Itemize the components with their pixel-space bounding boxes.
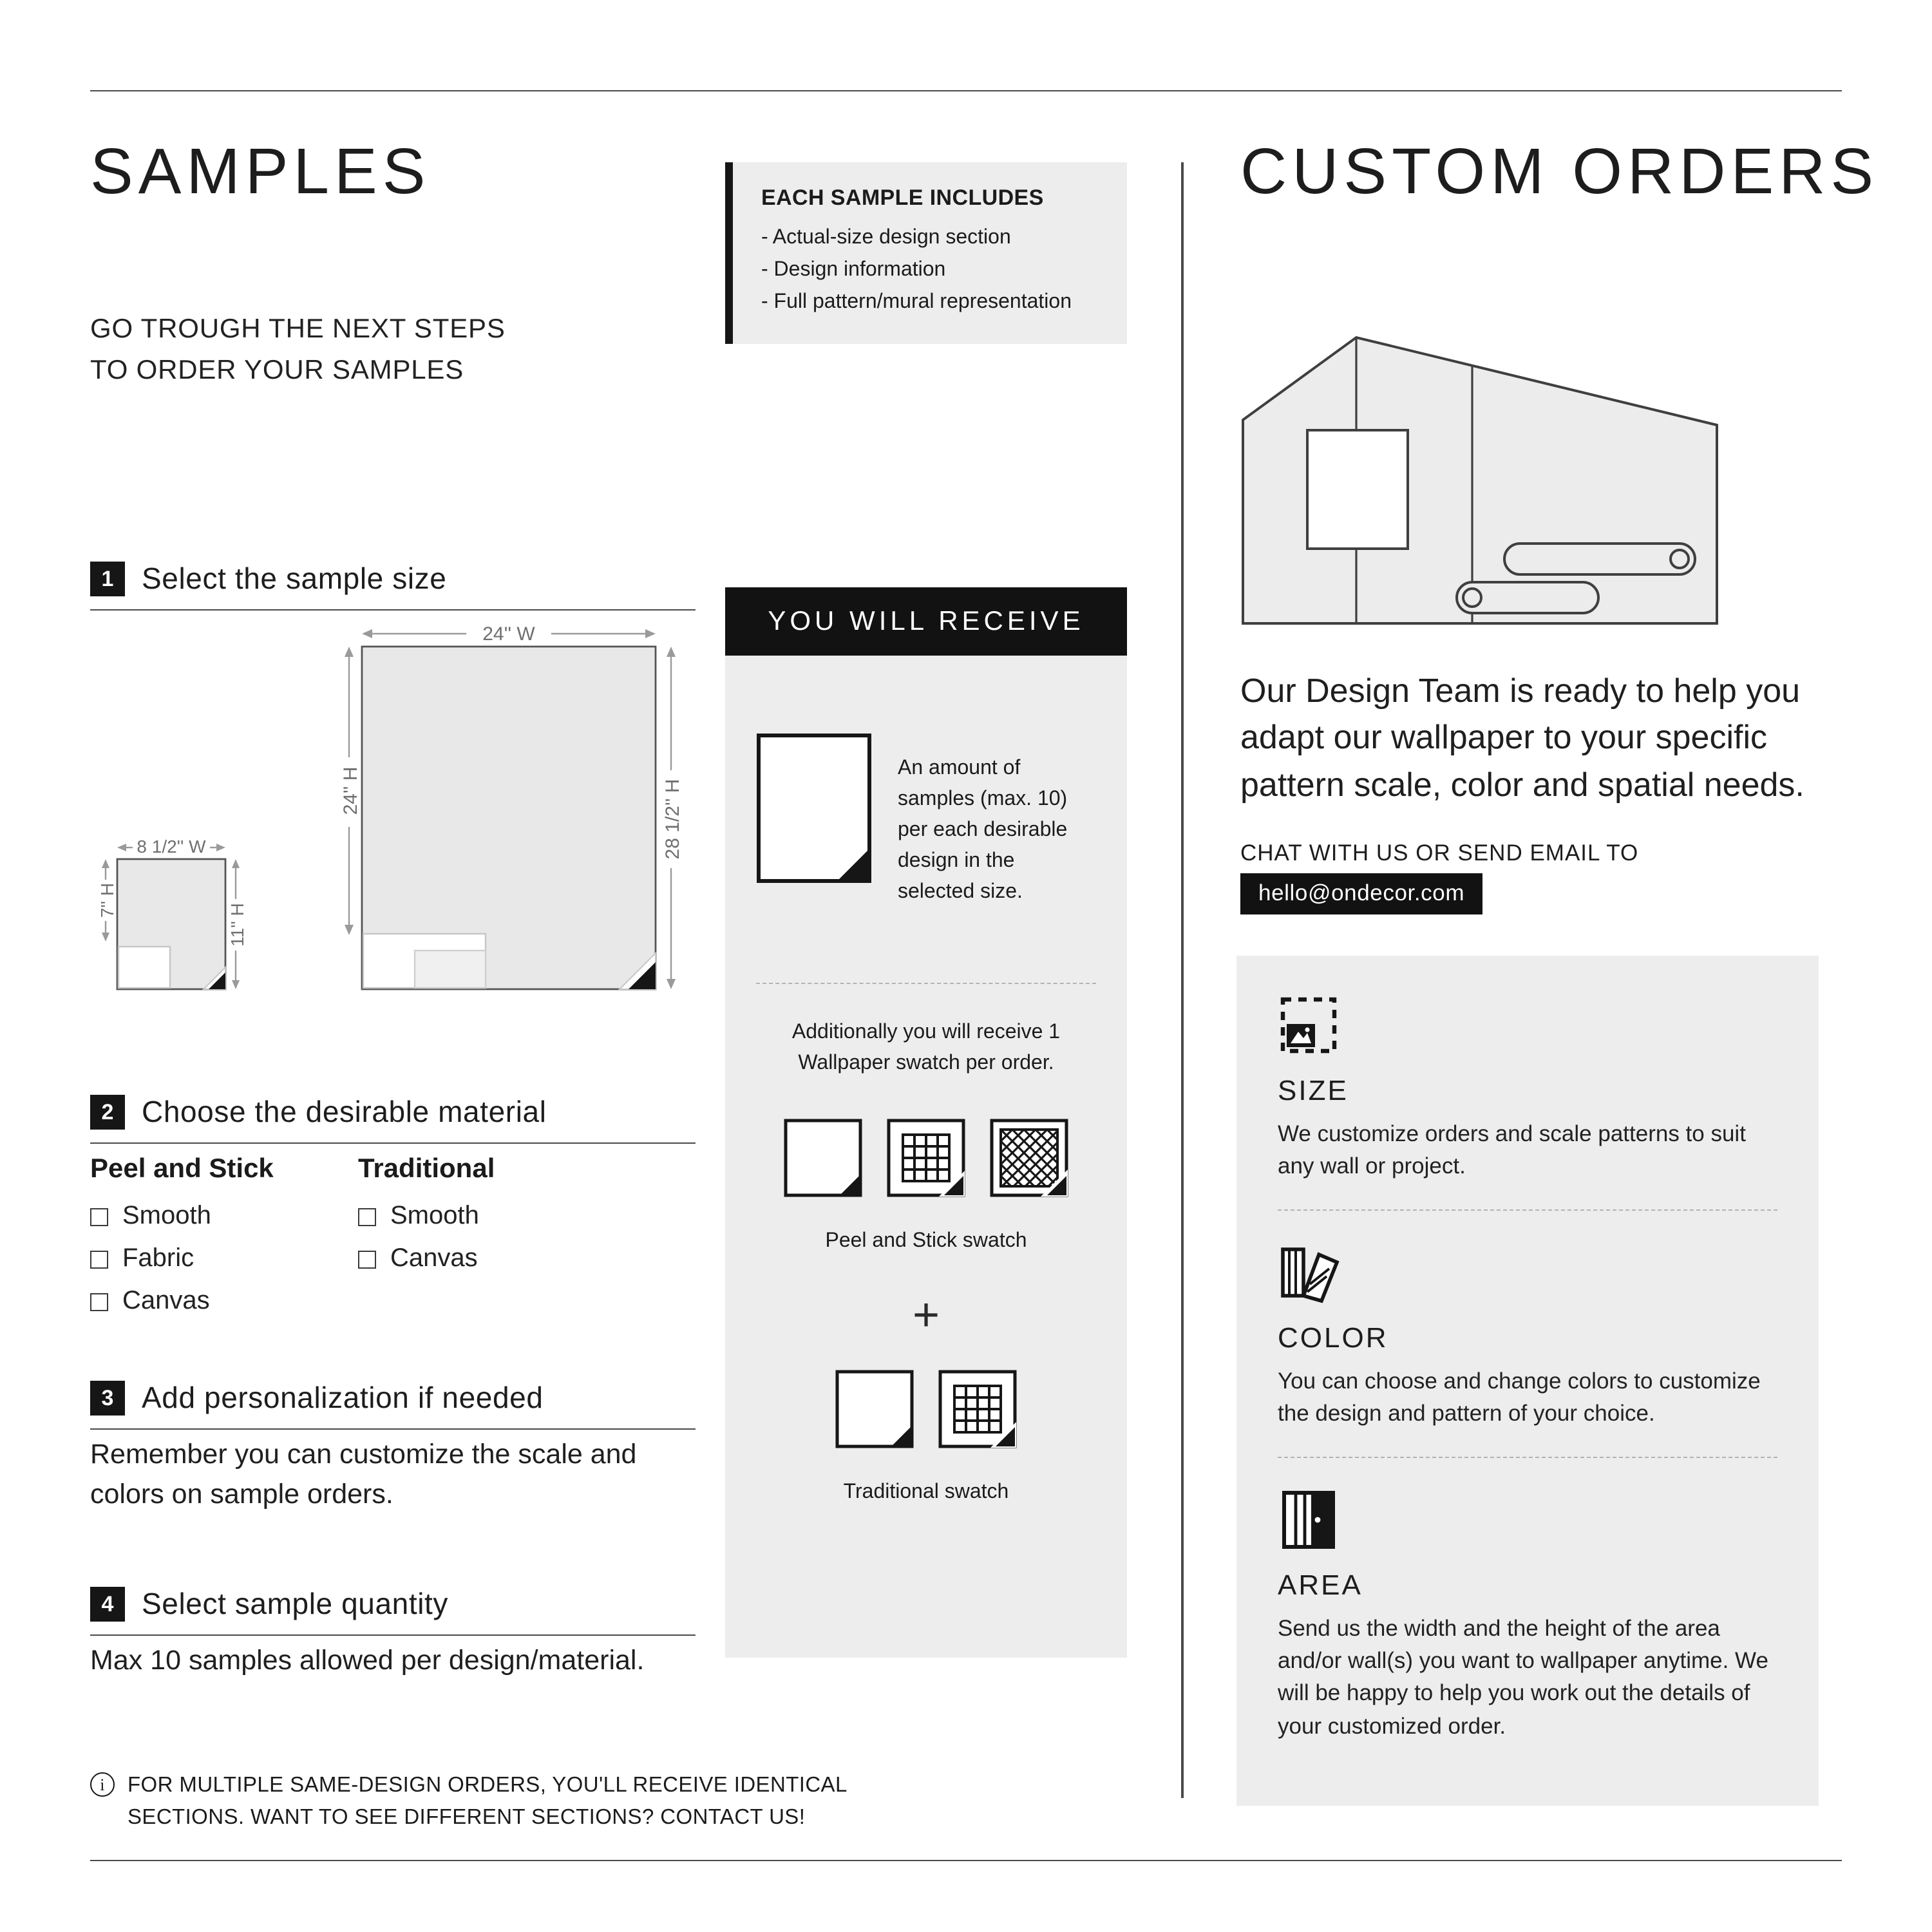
samples-intro [90,309,506,390]
crosshatch-swatch-icon [989,1118,1069,1198]
small-width-label: 8 1/2'' W [137,837,206,857]
peel-swatch-row [756,1118,1096,1198]
step-1-number: 1 [90,562,125,596]
option-traditional-smooth[interactable] [358,1202,562,1231]
includes-item: - Actual-size design section [761,227,1011,249]
plus-sign: + [912,1288,940,1341]
additional-swatch-text: Additionally you will receive 1 Wallpaper swatch per order. [791,1021,1061,1074]
step-2-number: 2 [90,1095,125,1130]
includes-item: - Design information [761,258,946,281]
crop-size-icon [1278,994,1340,1056]
option-label: Canvas [122,1287,210,1315]
feature-size-title: SIZE [1278,1074,1349,1106]
includes-item: - Full pattern/mural representation [761,290,1072,313]
checkbox-icon[interactable] [358,1250,376,1268]
each-sample-includes-box [725,162,1127,345]
grid-swatch-icon [938,1369,1018,1449]
peel-and-stick-column [90,1154,294,1329]
includes-title: EACH SAMPLE INCLUDES [761,185,1044,210]
custom-orders-title: CUSTOM ORDERS [1240,135,1879,207]
material-column-title: Traditional [358,1154,495,1184]
design-team-intro: Our Design Team is ready to help you adapt our wallpaper to your specific pattern scale, color and spatial needs. [1240,671,1804,804]
option-peel-fabric[interactable] [90,1244,294,1274]
email-address[interactable]: hello@ondecor.com [1240,873,1482,914]
option-peel-canvas[interactable] [90,1287,294,1316]
option-traditional-canvas[interactable] [358,1244,562,1274]
option-label: Canvas [390,1244,478,1273]
column-divider [1181,162,1183,1798]
samples-intro-line1: GO TROUGH THE NEXT STEPS [90,314,506,344]
small-height-right-label: 11'' H [227,903,247,947]
large-height-right-label: 28 1/2'' H [662,779,683,860]
footer-note-text: FOR MULTIPLE SAME-DESIGN ORDERS, YOU'LL RECEIVE IDENTICAL SECTIONS. WANT TO SEE DIFFERENT SECTIONS? CONTACT US! [128,1774,847,1829]
feature-size-text: We customize orders and scale patterns to suit any wall or project. [1278,1121,1746,1179]
plain-swatch-icon [783,1118,863,1198]
wall-panels-icon [1278,1488,1340,1550]
feature-area-text: Send us the width and the height of the area and/or wall(s) you want to wallpaper anytime. We will be happy to help you work out the details of your customized order. [1278,1615,1768,1739]
step-4-number: 4 [90,1587,125,1622]
option-label: Smooth [390,1202,479,1230]
option-label: Smooth [122,1202,211,1230]
step-1-header [90,562,696,611]
quantity-note: Max 10 samples allowed per design/material. [90,1645,645,1676]
small-height-left-label: 7'' H [97,882,117,918]
sample-sheet-icon [756,733,872,884]
wallpaper-wall-illustration [1240,317,1719,626]
material-column-title: Peel and Stick [90,1154,274,1184]
contact-label: CHAT WITH US OR SEND EMAIL TO [1240,840,1639,866]
sample-amount-row [756,733,1096,908]
checkbox-icon[interactable] [358,1208,376,1226]
personalization-note: Remember you can customize the scale and colors on sample orders. [90,1439,637,1510]
feature-area-title: AREA [1278,1568,1363,1600]
you-will-receive-title: YOU WILL RECEIVE [768,606,1084,636]
sample-amount-text: An amount of samples (max. 10) per each desirable design in the selected size. [898,757,1068,903]
feature-color-title: COLOR [1278,1321,1388,1354]
step-3-number: 3 [90,1381,125,1416]
large-width-label: 24'' W [482,623,535,645]
option-label: Fabric [122,1244,194,1273]
step-4-header [90,1587,696,1636]
step-2-label: Choose the desirable material [142,1095,547,1128]
feature-color-text: You can choose and change colors to customize the design and pattern of your choice. [1278,1367,1761,1426]
checkbox-icon[interactable] [90,1208,108,1226]
step-3-label: Add personalization if needed [142,1381,544,1414]
traditional-swatch-label: Traditional swatch [843,1481,1009,1504]
top-rule [90,90,1842,91]
option-peel-smooth[interactable] [90,1202,294,1231]
dashed-divider [1278,1209,1777,1211]
footer-note [90,1770,878,1833]
step-1-label: Select the sample size [142,562,447,595]
large-height-left-label: 24'' H [340,766,361,815]
grid-swatch-icon [886,1118,966,1198]
step-4-label: Select sample quantity [142,1587,449,1620]
step-2-header [90,1095,696,1144]
traditional-swatch-row [756,1369,1096,1449]
custom-features-panel [1236,956,1819,1806]
dashed-divider [1278,1456,1777,1457]
peel-swatch-label: Peel and Stick swatch [825,1230,1027,1252]
samples-intro-line2: TO ORDER YOUR SAMPLES [90,355,464,384]
dashed-divider [756,983,1096,984]
bottom-rule [90,1860,1842,1861]
you-will-receive-header [725,587,1127,656]
samples-title: SAMPLES [90,135,431,207]
color-swatches-icon [1278,1242,1345,1303]
checkbox-icon[interactable] [90,1250,108,1268]
traditional-column [358,1154,562,1329]
material-options [90,1154,562,1329]
step-3-header [90,1381,696,1430]
sample-size-diagram [90,608,696,994]
checkbox-icon[interactable] [90,1293,108,1311]
you-will-receive-panel [725,656,1127,1658]
info-icon [90,1772,115,1797]
plain-swatch-icon [835,1369,914,1449]
